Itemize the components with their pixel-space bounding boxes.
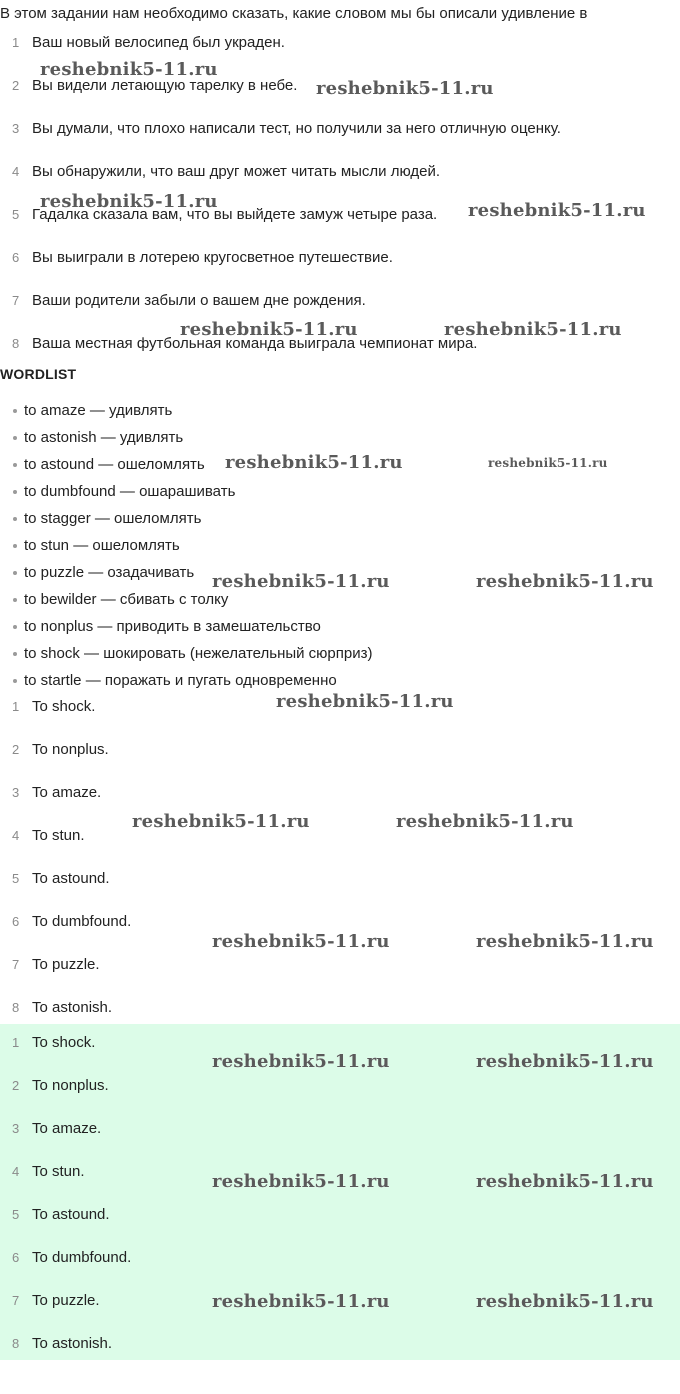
item-number: 6 [12, 914, 20, 929]
intro-text: В этом задании нам необходимо сказать, какие словом мы бы описали удивление в [0, 5, 588, 22]
watermark: reshebnik5-11.ru [396, 811, 574, 832]
item-number: 2 [12, 1078, 20, 1093]
watermark: reshebnik5-11.ru [468, 200, 646, 221]
watermark: reshebnik5-11.ru [476, 571, 654, 592]
watermark: reshebnik5-11.ru [444, 319, 622, 340]
item-text: To astonish. [32, 999, 113, 1016]
item-text: To puzzle. [32, 1292, 100, 1309]
watermark: reshebnik5-11.ru [40, 59, 218, 80]
item-text: Вы думали, что плохо написали тест, но получили за него отличную оценку. [32, 120, 561, 137]
item-number: 7 [12, 957, 20, 972]
bullet-icon [13, 544, 17, 548]
watermark: reshebnik5-11.ru [488, 456, 608, 470]
wordlist-entry: to astonish — удивлять [24, 429, 184, 446]
watermark: reshebnik5-11.ru [180, 319, 358, 340]
item-number: 8 [12, 1000, 20, 1015]
bullet-icon [13, 463, 17, 467]
item-number: 6 [12, 250, 20, 265]
item-number: 7 [12, 293, 20, 308]
item-number: 1 [12, 35, 20, 50]
wordlist-entry: to astound — ошеломлять [24, 456, 205, 473]
item-number: 4 [12, 1164, 20, 1179]
item-number: 7 [12, 1293, 20, 1308]
watermark: reshebnik5-11.ru [212, 1051, 390, 1072]
item-text: To shock. [32, 698, 96, 715]
wordlist-entry: to nonplus — приводить в замешательство [24, 618, 321, 635]
item-number: 3 [12, 121, 20, 136]
item-text: To dumbfound. [32, 1249, 132, 1266]
item-text: Вы видели летающую тарелку в небе. [32, 77, 298, 94]
item-number: 1 [12, 1035, 20, 1050]
wordlist-entry: to bewilder — сбивать с толку [24, 591, 229, 608]
item-text: To nonplus. [32, 1077, 109, 1094]
item-text: To stun. [32, 1163, 85, 1180]
watermark: reshebnik5-11.ru [476, 1291, 654, 1312]
watermark: reshebnik5-11.ru [476, 1171, 654, 1192]
wordlist-entry: to stun — ошеломлять [24, 537, 180, 554]
item-text: To dumbfound. [32, 913, 132, 930]
item-number: 6 [12, 1250, 20, 1265]
watermark: reshebnik5-11.ru [212, 1291, 390, 1312]
bullet-icon [13, 490, 17, 494]
item-number: 1 [12, 699, 20, 714]
item-text: To shock. [32, 1034, 96, 1051]
bullet-icon [13, 436, 17, 440]
item-text: To astonish. [32, 1335, 113, 1352]
watermark: reshebnik5-11.ru [132, 811, 310, 832]
item-text: Вы обнаружили, что ваш друг может читать мысли людей. [32, 163, 441, 180]
item-number: 5 [12, 207, 20, 222]
item-number: 3 [12, 1121, 20, 1136]
item-number: 4 [12, 164, 20, 179]
item-text: Ваши родители забыли о вашем дне рождения. [32, 292, 366, 309]
bullet-icon [13, 598, 17, 602]
watermark: reshebnik5-11.ru [476, 931, 654, 952]
item-number: 2 [12, 742, 20, 757]
wordlist-entry: to shock — шокировать (нежелательный сюрприз) [24, 645, 373, 662]
wordlist-entry: to puzzle — озадачивать [24, 564, 195, 581]
item-text: Вы выиграли в лотерею кругосветное путешествие. [32, 249, 393, 266]
item-number: 8 [12, 336, 20, 351]
wordlist-entry: to amaze — удивлять [24, 402, 173, 419]
wordlist-entry: to dumbfound — ошарашивать [24, 483, 236, 500]
bullet-icon [13, 571, 17, 575]
item-text: Ваша местная футбольная команда выиграла чемпионат мира. [32, 335, 478, 352]
watermark: reshebnik5-11.ru [225, 452, 403, 473]
watermark: reshebnik5-11.ru [316, 78, 494, 99]
item-text: To astound. [32, 870, 110, 887]
bullet-icon [13, 679, 17, 683]
watermark: reshebnik5-11.ru [40, 191, 218, 212]
item-text: Гадалка сказала вам, что вы выйдете замуж четыре раза. [32, 206, 438, 223]
item-text: To amaze. [32, 1120, 102, 1137]
bullet-icon [13, 625, 17, 629]
item-text: Ваш новый велосипед был украден. [32, 34, 285, 51]
watermark: reshebnik5-11.ru [212, 571, 390, 592]
item-number: 5 [12, 1207, 20, 1222]
bullet-icon [13, 409, 17, 413]
item-number: 5 [12, 871, 20, 886]
bullet-icon [13, 517, 17, 521]
bullet-icon [13, 652, 17, 656]
item-number: 8 [12, 1336, 20, 1351]
item-text: To puzzle. [32, 956, 100, 973]
item-number: 2 [12, 78, 20, 93]
item-text: To stun. [32, 827, 85, 844]
wordlist-entry: to startle — поражать и пугать одновременно [24, 672, 337, 689]
item-text: To nonplus. [32, 741, 109, 758]
watermark: reshebnik5-11.ru [476, 1051, 654, 1072]
item-text: To astound. [32, 1206, 110, 1223]
watermark: reshebnik5-11.ru [212, 1171, 390, 1192]
watermark: reshebnik5-11.ru [212, 931, 390, 952]
item-text: To amaze. [32, 784, 102, 801]
wordlist-entry: to stagger — ошеломлять [24, 510, 202, 527]
item-number: 3 [12, 785, 20, 800]
watermark: reshebnik5-11.ru [276, 691, 454, 712]
item-number: 4 [12, 828, 20, 843]
wordlist-heading: WORDLIST [0, 366, 77, 382]
